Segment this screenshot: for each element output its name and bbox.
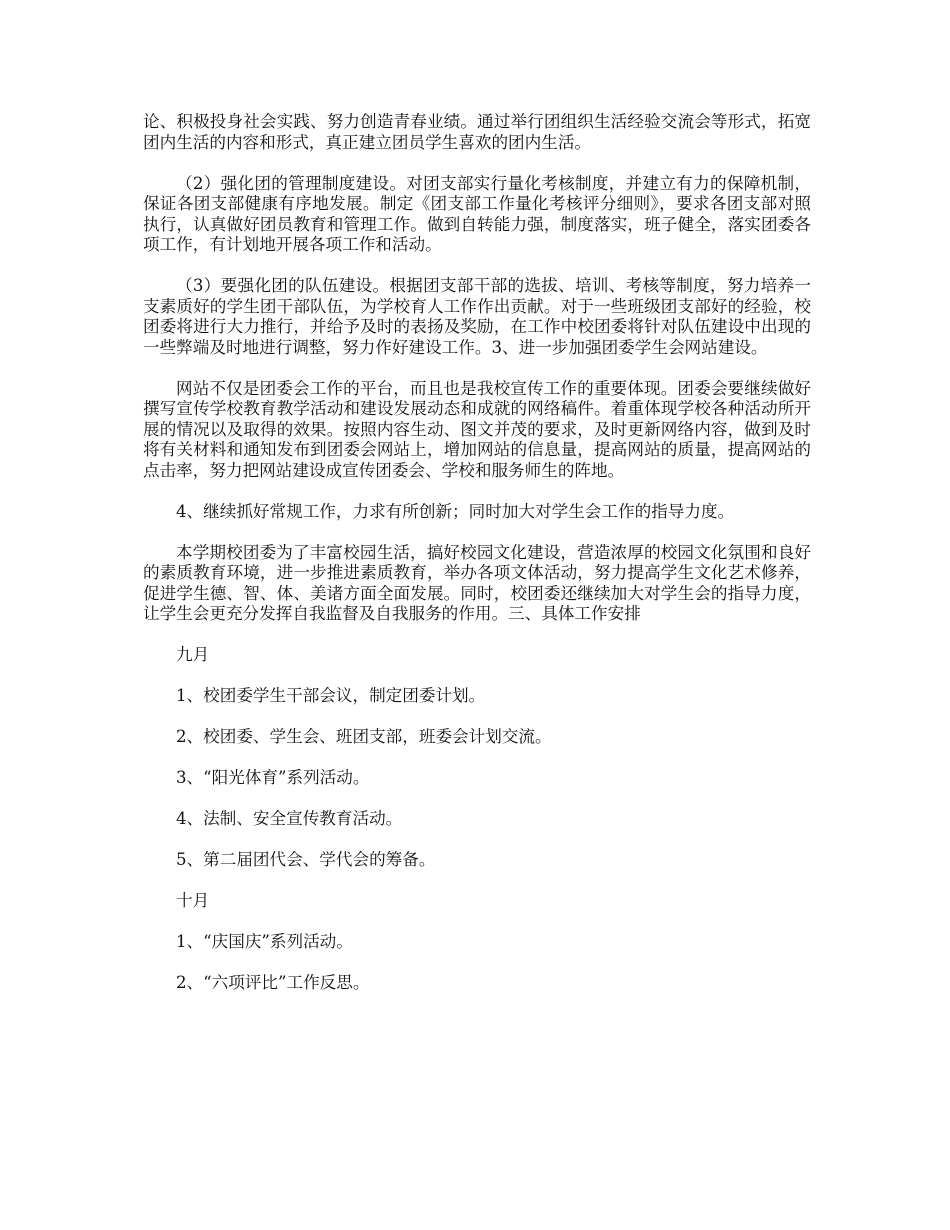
body-paragraph: 本学期校团委为了丰富校园生活，搞好校园文化建设，营造浓厚的校园文化氛围和良好的素质教育环境，进一步推进素质教育，举办各项文体活动，努力提高学生文化艺术修养，促进学生德、智、体、美诸方面全面发展。同时，校团委还继续加大对学生会的指导力度，让学生会更充分发挥自我监督及自我服务的作用。三、具体工作安排	[143, 542, 811, 623]
schedule-item: 2、校团委、学生会、班团支部，班委会计划交流。	[176, 727, 552, 746]
schedule-item: 1、校团委学生干部会议，制定团委计划。	[176, 686, 486, 705]
schedule-item: 1、“庆国庆”系列活动。	[176, 932, 353, 951]
body-paragraph: （2）强化团的管理制度建设。对团支部实行量化考核制度，并建立有力的保障机制，保证各团支部健康有序地发展。制定《团支部工作量化考核评分细则》，要求各团支部对照执行，认真做好团员教育和管理工作。做到自转能力强，制度落实，班子健全，落实团委各项工作，有计划地开展各项工作和活动。	[143, 173, 811, 254]
document-page	[143, 112, 811, 1014]
body-paragraph: 论、积极投身社会实践、努力创造青春业绩。通过举行团组织生活经验交流会等形式，拓宽团内生活的内容和形式，真正建立团员学生喜欢的团内生活。	[143, 112, 811, 152]
schedule-item: 4、法制、安全宣传教育活动。	[176, 809, 403, 828]
schedule-item: 2、“六项评比”工作反思。	[176, 973, 370, 992]
body-paragraph: 4、继续抓好常规工作，力求有所创新；同时加大对学生会工作的指导力度。	[176, 501, 735, 521]
body-paragraph: 网站不仅是团委会工作的平台，而且也是我校宣传工作的重要体现。团委会要继续做好撰写宣传学校教育教学活动和建设发展动态和成就的网络稿件。着重体现学校各种活动所开展的情况以及取得的效果。按照内容生动、图文并茂的要求，及时更新网络内容，做到及时将有关材料和通知发布到团委会网站上，增加网站的信息量，提高网站的质量，提高网站的点击率，努力把网站建设成宣传团委会、学校和服务师生的阵地。	[143, 378, 811, 480]
month-heading-october: 十月	[176, 891, 210, 910]
schedule-item: 5、第二届团代会、学代会的筹备。	[176, 850, 436, 869]
body-paragraph: （3）要强化团的队伍建设。根据团支部干部的选拔、培训、考核等制度，努力培养一支素质好的学生团干部队伍，为学校育人工作作出贡献。对于一些班级团支部好的经验，校团委将进行大力推行，并给予及时的表扬及奖励，在工作中校团委将针对队伍建设中出现的一些弊端及时地进行调整，努力作好建设工作。3、进一步加强团委学生会网站建设。	[143, 276, 811, 357]
month-heading-september: 九月	[176, 645, 210, 664]
schedule-item: 3、“阳光体育”系列活动。	[176, 768, 370, 787]
